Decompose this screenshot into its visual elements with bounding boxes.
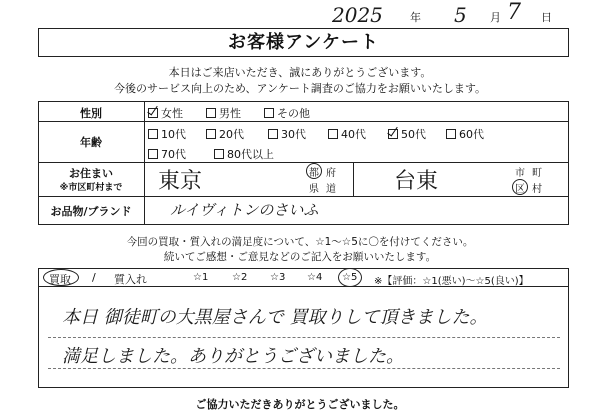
checkbox-icon[interactable] <box>206 129 216 139</box>
type-pawn[interactable]: 質入れ <box>114 273 147 286</box>
date-year: 2025 <box>332 3 383 27</box>
checkbox-icon[interactable] <box>268 129 278 139</box>
star-5[interactable]: ☆5 <box>342 272 358 283</box>
footer-thanks: ご協力いただきありがとうございました。 <box>195 398 405 411</box>
month-unit: 月 <box>490 11 501 24</box>
checkbox-icon[interactable] <box>328 129 338 139</box>
satisfaction-intro-2: 続いてご感想・ご意見などのご記入をお願いいたします。 <box>163 251 437 263</box>
item-value[interactable]: ルイヴィトンのさいふ <box>170 201 319 219</box>
checkbox-checked-icon[interactable] <box>388 129 398 139</box>
age-option-60[interactable]: 60代 <box>446 126 484 142</box>
city-suffix-ku: 区 <box>515 184 525 195</box>
city-suffix-machi: 町 <box>532 168 542 179</box>
pref-suffix-to: 都 <box>309 168 319 179</box>
star-2[interactable]: ☆2 <box>232 272 248 283</box>
type-buy[interactable]: 買取 <box>49 273 71 286</box>
item-label: お品物/ブランド <box>50 205 132 218</box>
date-month: 5 <box>454 3 467 27</box>
prefecture-value[interactable]: 東京 <box>158 169 203 194</box>
survey-title: お客様アンケート <box>228 32 379 53</box>
gender-option-female[interactable]: 女性 <box>148 105 183 121</box>
checkbox-icon[interactable] <box>214 149 224 159</box>
date-day: 7 <box>507 0 521 25</box>
pref-suffix-ken: 県 <box>309 184 319 195</box>
gender-option-male[interactable]: 男性 <box>206 105 241 121</box>
star-3[interactable]: ☆3 <box>270 272 286 283</box>
age-option-50[interactable]: 50代 <box>388 126 426 142</box>
intro-line-1: 本日はご来店いただき、誠にありがとうございます。 <box>168 66 432 79</box>
rating-note: ※【評価：☆1(悪い)～☆5(良い)】 <box>374 276 529 287</box>
address-label: お住まい <box>69 167 113 180</box>
age-option-20[interactable]: 20代 <box>206 126 244 142</box>
city-suffix-mura: 村 <box>532 184 542 195</box>
city-value[interactable]: 台東 <box>394 169 439 194</box>
comment-line-2[interactable]: 満足しました。ありがとうございました。 <box>62 346 404 367</box>
age-option-70[interactable]: 70代 <box>148 146 186 162</box>
gender-option-other[interactable]: その他 <box>264 105 310 121</box>
checkbox-icon[interactable] <box>148 149 158 159</box>
age-option-40[interactable]: 40代 <box>328 126 366 142</box>
city-suffix-shi: 市 <box>515 168 525 179</box>
gender-label: 性別 <box>80 107 102 120</box>
title-bar <box>38 28 569 57</box>
year-unit: 年 <box>410 11 421 24</box>
checkbox-icon[interactable] <box>264 108 274 118</box>
star-1[interactable]: ☆1 <box>193 272 209 283</box>
star-4[interactable]: ☆4 <box>307 272 323 283</box>
type-separator: / <box>92 271 96 284</box>
address-sublabel: ※市区町村まで <box>59 183 123 193</box>
checkbox-icon[interactable] <box>446 129 456 139</box>
pref-suffix-do: 道 <box>326 184 336 195</box>
age-option-80plus[interactable]: 80代以上 <box>214 146 274 162</box>
checkbox-checked-icon[interactable] <box>148 108 158 118</box>
age-label: 年齢 <box>80 136 102 149</box>
age-option-30[interactable]: 30代 <box>268 126 306 142</box>
checkbox-icon[interactable] <box>206 108 216 118</box>
age-option-10[interactable]: 10代 <box>148 126 186 142</box>
pref-suffix-fu: 府 <box>326 168 336 179</box>
day-unit: 日 <box>541 11 552 24</box>
comment-line-1[interactable]: 本日 御徒町の大黒屋さんで 買取りして頂きました。 <box>62 307 488 328</box>
satisfaction-intro-1: 今回の買取・質入れの満足度について、☆1～☆5に〇を付けてください。 <box>126 236 474 248</box>
intro-line-2: 今後のサービス向上のため、アンケート調査のご協力をお願いいたします。 <box>113 82 487 95</box>
checkbox-icon[interactable] <box>148 129 158 139</box>
